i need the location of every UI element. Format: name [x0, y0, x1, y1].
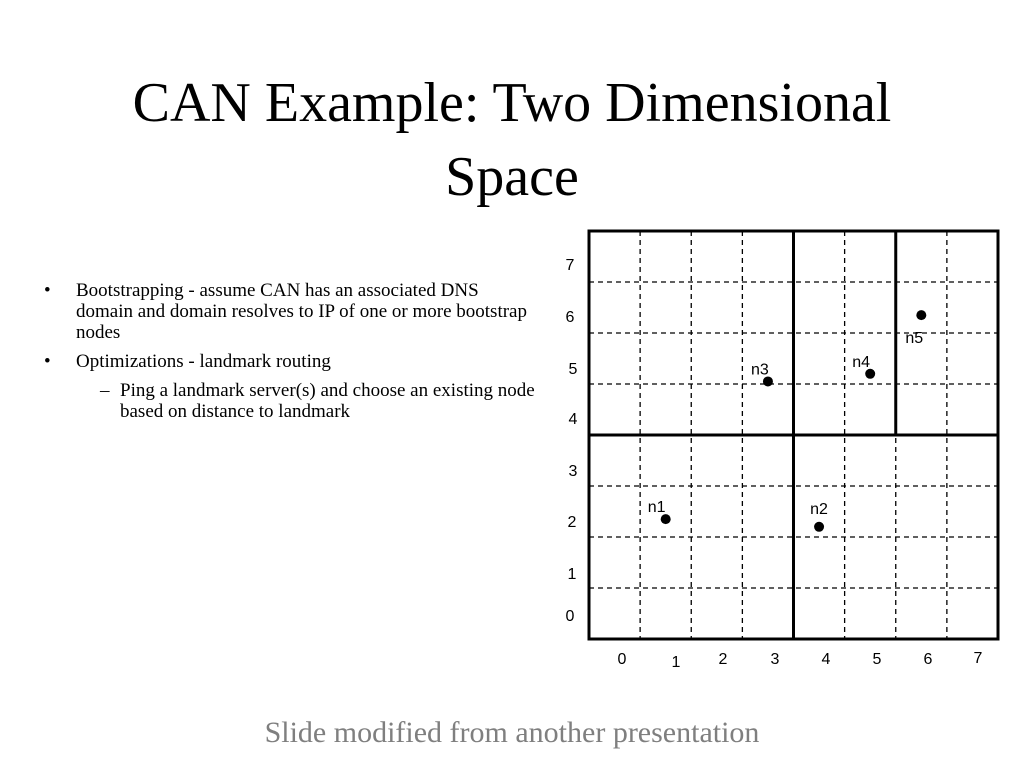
x-tick-label: 2 [718, 651, 728, 668]
node-label-n4: n4 [852, 353, 871, 371]
x-tick-label: 1 [671, 654, 681, 671]
y-tick-label: 4 [568, 411, 578, 428]
y-tick-label: 3 [568, 463, 578, 480]
x-tick-label: 3 [770, 651, 780, 668]
x-tick-label: 7 [973, 650, 983, 667]
node-label-n2: n2 [810, 500, 828, 518]
bullet-text: Bootstrapping - assume CAN has an associated DNS domain and domain resolves to IP of one or more bootstrap nodes [76, 280, 527, 343]
x-tick-label: 6 [923, 651, 933, 668]
y-tick-label: 0 [565, 608, 575, 625]
x-tick-label: 5 [872, 651, 882, 668]
bullet-marker: • [44, 351, 51, 372]
bullet-text: Optimizations - landmark routing [76, 351, 331, 372]
y-tick-label: 7 [565, 257, 575, 274]
zone-boundaries [589, 231, 998, 639]
x-tick-label: 0 [617, 651, 627, 668]
node-points [648, 310, 927, 532]
y-axis-labels [566, 257, 578, 625]
slide-title-line-1: CAN Example: Two Dimensional [132, 72, 892, 134]
slide-footer: Slide modified from another presentation [264, 716, 760, 749]
y-tick-label: 1 [567, 566, 577, 583]
sub-bullet-text: Ping a landmark server(s) and choose an existing node based on distance to landmark [120, 380, 535, 422]
sub-bullet-marker: – [100, 380, 110, 401]
node-label-n5: n5 [905, 330, 924, 348]
node-point-n5 [916, 310, 926, 320]
y-tick-label: 2 [567, 514, 577, 531]
y-tick-label: 6 [565, 309, 575, 326]
y-tick-label: 5 [568, 361, 578, 378]
node-label-n1: n1 [647, 499, 666, 517]
slide-title-line-2: Space [445, 146, 579, 208]
node-point-n2 [814, 522, 824, 532]
x-tick-label: 4 [821, 651, 831, 668]
bullet-marker: • [44, 280, 51, 301]
node-label-n3: n3 [751, 361, 769, 379]
x-axis-labels [618, 650, 983, 671]
